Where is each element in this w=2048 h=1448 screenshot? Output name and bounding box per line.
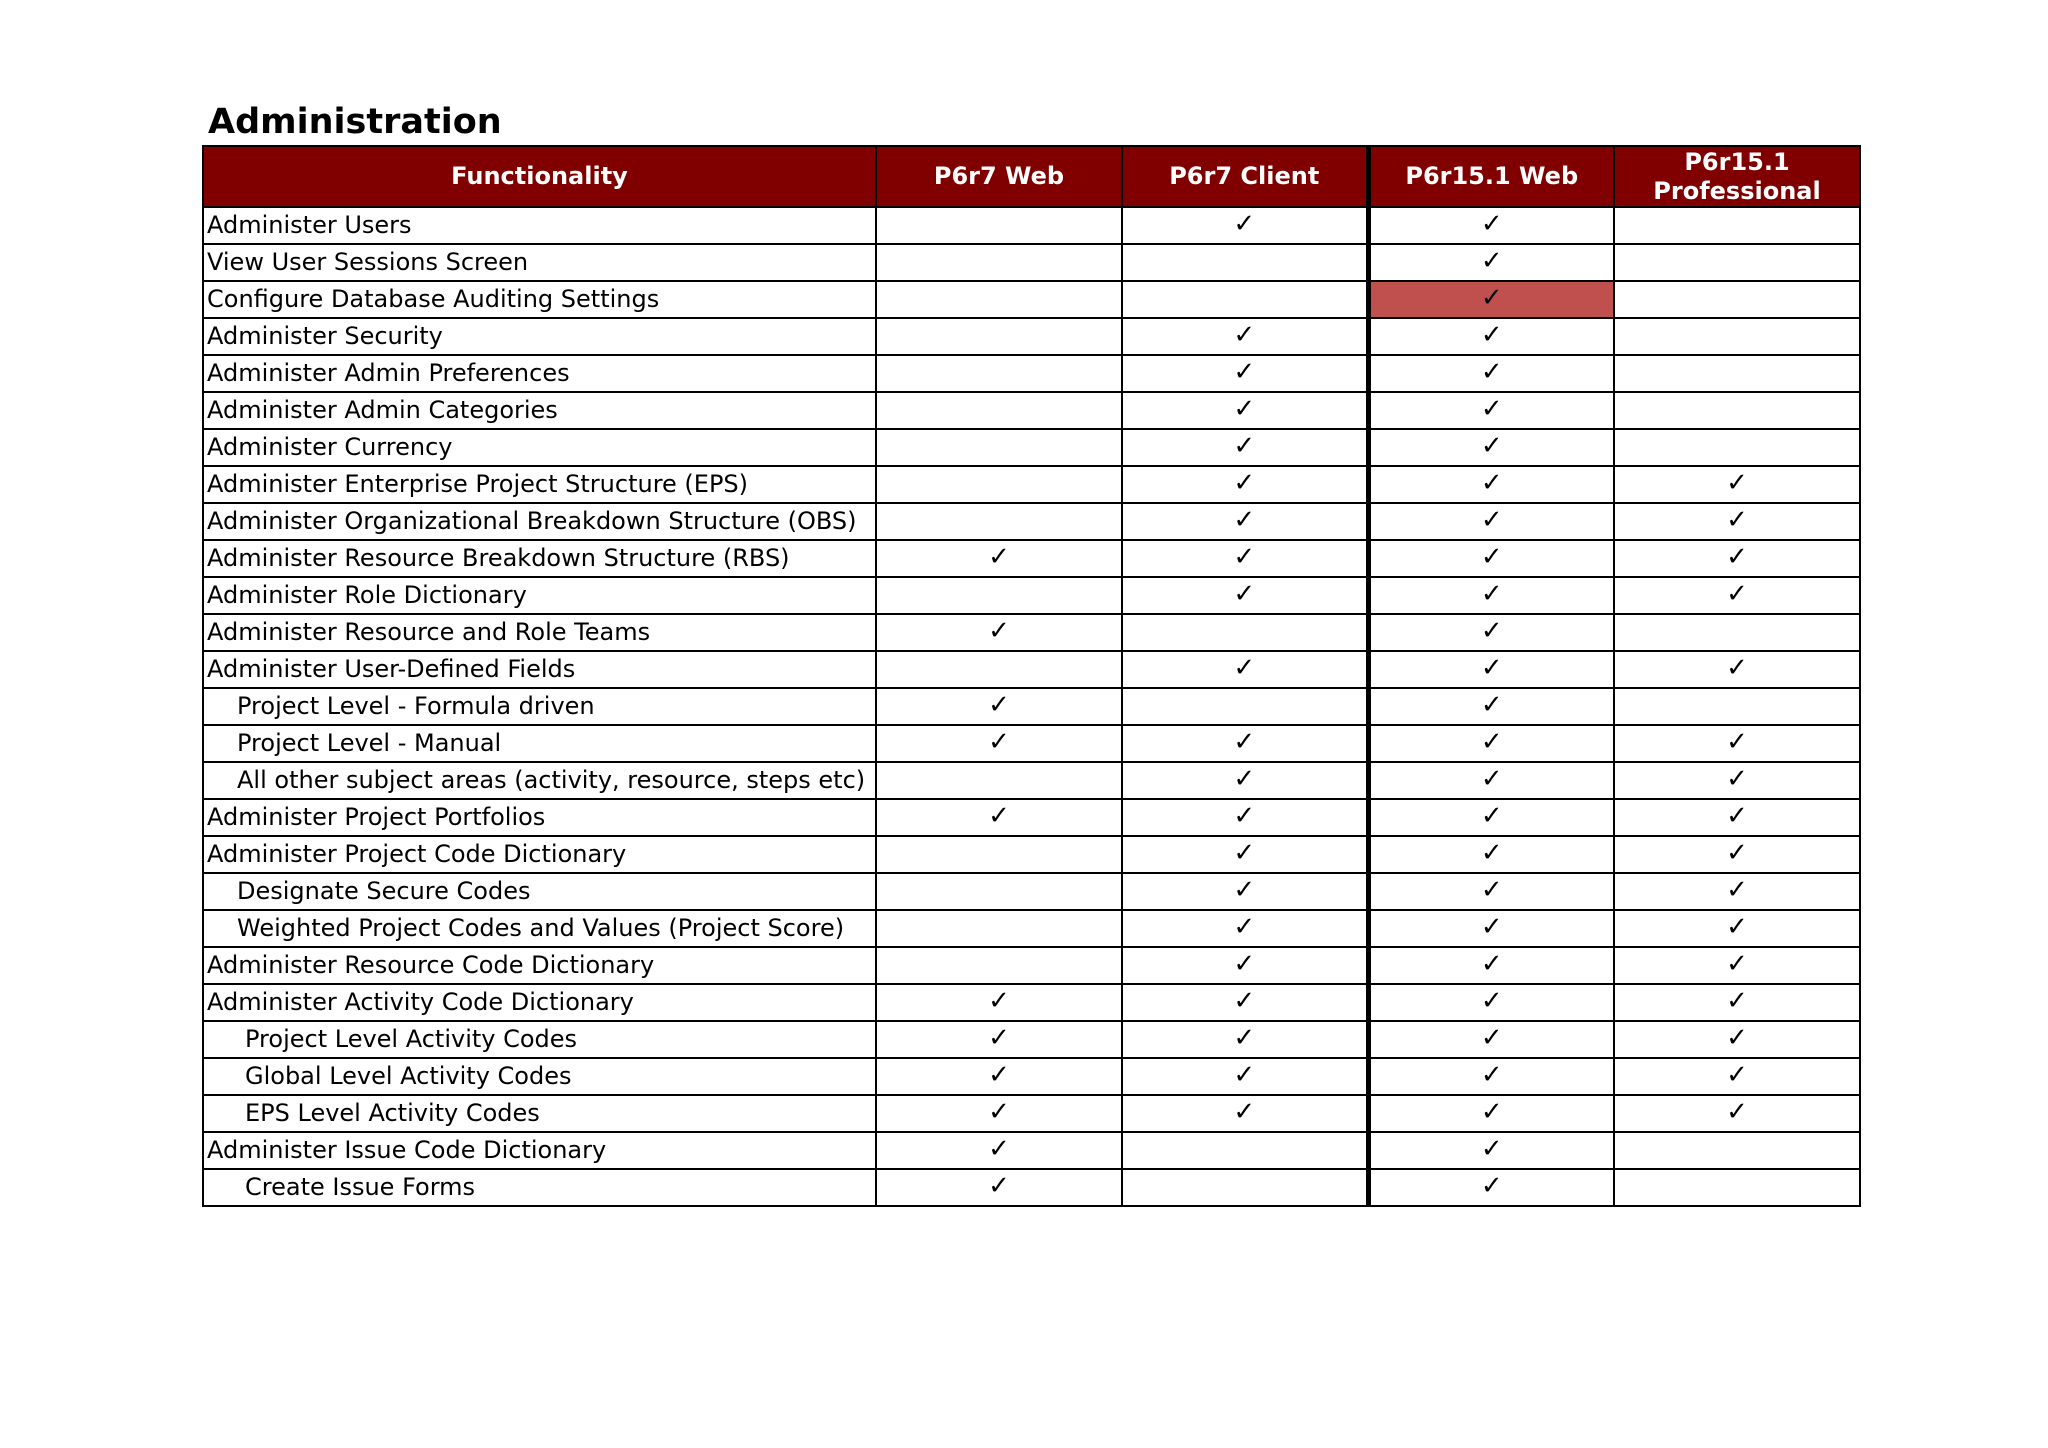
column-header-p6r151-professional	[1614, 146, 1860, 207]
check-icon: ✓	[1480, 282, 1503, 313]
cell-p6r7-web	[876, 984, 1122, 1021]
cell-p6r7-client	[1122, 429, 1368, 466]
check-icon: ✓	[988, 615, 1010, 646]
check-icon: ✓	[1480, 837, 1503, 868]
cell-p6r151-web	[1368, 984, 1614, 1021]
cell-p6r7-web	[876, 392, 1122, 429]
table-row	[203, 984, 1860, 1021]
check-icon: ✓	[1480, 874, 1503, 905]
table-row	[203, 947, 1860, 984]
cell-p6r151-web	[1368, 392, 1614, 429]
check-icon: ✓	[1233, 1059, 1256, 1090]
cell-p6r151-professional	[1614, 577, 1860, 614]
cell-p6r151-professional	[1614, 207, 1860, 244]
cell-p6r151-web	[1368, 762, 1614, 799]
check-icon: ✓	[1726, 763, 1748, 794]
check-icon: ✓	[1726, 911, 1748, 942]
functionality-cell: Administer Activity Code Dictionary	[203, 984, 876, 1021]
table-row	[203, 1169, 1860, 1206]
cell-p6r7-web	[876, 355, 1122, 392]
cell-p6r151-web	[1368, 1095, 1614, 1132]
table-row	[203, 577, 1860, 614]
cell-p6r151-web	[1368, 244, 1614, 281]
cell-p6r151-professional	[1614, 392, 1860, 429]
cell-p6r7-web	[876, 836, 1122, 873]
functionality-cell: Administer Security	[203, 318, 876, 355]
column-header-p6r151-web: P6r15.1 Web	[1368, 146, 1614, 207]
cell-p6r7-client	[1122, 1169, 1368, 1206]
cell-p6r151-web	[1368, 1058, 1614, 1095]
table-row	[203, 910, 1860, 947]
check-icon: ✓	[988, 1022, 1010, 1053]
check-icon: ✓	[1233, 874, 1256, 905]
check-icon: ✓	[1233, 985, 1256, 1016]
table-row	[203, 725, 1860, 762]
check-icon: ✓	[1233, 467, 1256, 498]
cell-p6r151-professional	[1614, 873, 1860, 910]
cell-p6r151-web	[1368, 910, 1614, 947]
check-icon: ✓	[988, 1170, 1010, 1201]
functionality-cell: Administer Organizational Breakdown Structure (OBS)	[203, 503, 876, 540]
cell-p6r7-web	[876, 540, 1122, 577]
check-icon: ✓	[988, 726, 1010, 757]
cell-p6r7-web	[876, 1132, 1122, 1169]
cell-p6r7-client	[1122, 540, 1368, 577]
functionality-cell: Administer Enterprise Project Structure (EPS)	[203, 466, 876, 503]
cell-p6r151-web	[1368, 1169, 1614, 1206]
header-row	[203, 146, 1860, 207]
cell-p6r151-professional	[1614, 1095, 1860, 1132]
cell-p6r151-web	[1368, 688, 1614, 725]
check-icon: ✓	[988, 1096, 1010, 1127]
check-icon: ✓	[988, 985, 1010, 1016]
cell-p6r151-professional	[1614, 1021, 1860, 1058]
cell-p6r7-web	[876, 244, 1122, 281]
functionality-cell: Administer User-Defined Fields	[203, 651, 876, 688]
cell-p6r7-web	[876, 577, 1122, 614]
check-icon: ✓	[1480, 726, 1503, 757]
cell-p6r7-client	[1122, 725, 1368, 762]
cell-p6r7-client	[1122, 836, 1368, 873]
functionality-cell: Project Level - Manual	[203, 725, 876, 762]
functionality-cell: Administer Resource Breakdown Structure (RBS)	[203, 540, 876, 577]
check-icon: ✓	[1480, 1133, 1503, 1164]
check-icon: ✓	[1726, 1096, 1748, 1127]
table-row	[203, 1095, 1860, 1132]
cell-p6r7-client	[1122, 873, 1368, 910]
cell-p6r151-professional	[1614, 1132, 1860, 1169]
functionality-cell: Project Level - Formula driven	[203, 688, 876, 725]
cell-p6r151-web	[1368, 577, 1614, 614]
table-row	[203, 799, 1860, 836]
check-icon: ✓	[1480, 800, 1503, 831]
check-icon: ✓	[1233, 504, 1256, 535]
functionality-cell: Project Level Activity Codes	[203, 1021, 876, 1058]
cell-p6r7-client	[1122, 207, 1368, 244]
table-row	[203, 1021, 1860, 1058]
check-icon: ✓	[1726, 948, 1748, 979]
table-row	[203, 429, 1860, 466]
check-icon: ✓	[988, 1133, 1010, 1164]
check-icon: ✓	[1233, 208, 1256, 239]
cell-p6r151-professional	[1614, 725, 1860, 762]
functionality-cell: Administer Project Code Dictionary	[203, 836, 876, 873]
check-icon: ✓	[1233, 1022, 1256, 1053]
functionality-cell: EPS Level Activity Codes	[203, 1095, 876, 1132]
check-icon: ✓	[1233, 1096, 1256, 1127]
functionality-cell: Administer Issue Code Dictionary	[203, 1132, 876, 1169]
cell-p6r7-client	[1122, 1021, 1368, 1058]
check-icon: ✓	[1480, 763, 1503, 794]
check-icon: ✓	[1480, 208, 1503, 239]
table-row	[203, 1132, 1860, 1169]
cell-p6r7-web	[876, 1095, 1122, 1132]
cell-p6r7-client	[1122, 688, 1368, 725]
check-icon: ✓	[1480, 911, 1503, 942]
functionality-cell: Administer Resource Code Dictionary	[203, 947, 876, 984]
check-icon: ✓	[1726, 504, 1748, 535]
check-icon: ✓	[1726, 726, 1748, 757]
cell-p6r151-professional	[1614, 947, 1860, 984]
cell-p6r151-professional	[1614, 1169, 1860, 1206]
check-icon: ✓	[1726, 985, 1748, 1016]
check-icon: ✓	[1480, 1022, 1503, 1053]
check-icon: ✓	[1480, 356, 1503, 387]
cell-p6r7-client	[1122, 984, 1368, 1021]
functionality-cell: Configure Database Auditing Settings	[203, 281, 876, 318]
cell-p6r7-client	[1122, 947, 1368, 984]
check-icon: ✓	[1233, 578, 1256, 609]
cell-p6r7-web	[876, 688, 1122, 725]
table-row	[203, 207, 1860, 244]
cell-p6r151-web	[1368, 503, 1614, 540]
check-icon: ✓	[1480, 245, 1503, 276]
cell-p6r151-web	[1368, 947, 1614, 984]
check-icon: ✓	[1480, 1096, 1503, 1127]
cell-p6r151-professional	[1614, 836, 1860, 873]
cell-p6r151-professional	[1614, 984, 1860, 1021]
cell-p6r7-web	[876, 429, 1122, 466]
cell-p6r151-professional	[1614, 651, 1860, 688]
cell-p6r7-client	[1122, 910, 1368, 947]
check-icon: ✓	[988, 541, 1010, 572]
cell-p6r151-professional	[1614, 799, 1860, 836]
cell-p6r151-web	[1368, 799, 1614, 836]
check-icon: ✓	[1480, 541, 1503, 572]
check-icon: ✓	[1233, 911, 1256, 942]
table-row	[203, 466, 1860, 503]
check-icon: ✓	[1726, 467, 1748, 498]
page-title: Administration	[208, 102, 502, 142]
cell-p6r151-professional	[1614, 1058, 1860, 1095]
check-icon: ✓	[1233, 430, 1256, 461]
cell-p6r7-web	[876, 873, 1122, 910]
cell-p6r151-professional	[1614, 318, 1860, 355]
cell-p6r7-client	[1122, 799, 1368, 836]
functionality-cell: Designate Secure Codes	[203, 873, 876, 910]
check-icon: ✓	[1480, 948, 1503, 979]
cell-p6r7-web	[876, 281, 1122, 318]
table-row	[203, 355, 1860, 392]
cell-p6r7-web	[876, 318, 1122, 355]
cell-p6r151-web	[1368, 614, 1614, 651]
check-icon: ✓	[1480, 689, 1503, 720]
cell-p6r7-client	[1122, 1058, 1368, 1095]
cell-p6r7-web	[876, 1058, 1122, 1095]
cell-p6r151-web	[1368, 836, 1614, 873]
check-icon: ✓	[1233, 726, 1256, 757]
check-icon: ✓	[1726, 1059, 1748, 1090]
check-icon: ✓	[1480, 393, 1503, 424]
cell-p6r151-web	[1368, 207, 1614, 244]
functionality-cell: Create Issue Forms	[203, 1169, 876, 1206]
cell-p6r151-web	[1368, 281, 1614, 318]
cell-p6r151-web	[1368, 318, 1614, 355]
check-icon: ✓	[1233, 541, 1256, 572]
check-icon: ✓	[1480, 578, 1503, 609]
table-row	[203, 503, 1860, 540]
check-icon: ✓	[1480, 615, 1503, 646]
cell-p6r7-client	[1122, 651, 1368, 688]
cell-p6r151-professional	[1614, 910, 1860, 947]
cell-p6r7-web	[876, 207, 1122, 244]
cell-p6r7-client	[1122, 466, 1368, 503]
functionality-cell: Administer Admin Preferences	[203, 355, 876, 392]
table-row	[203, 651, 1860, 688]
cell-p6r7-web	[876, 762, 1122, 799]
check-icon: ✓	[1726, 800, 1748, 831]
cell-p6r151-web	[1368, 540, 1614, 577]
table-row	[203, 873, 1860, 910]
column-header-p6r7-client: P6r7 Client	[1122, 146, 1368, 207]
cell-p6r7-client	[1122, 577, 1368, 614]
check-icon: ✓	[988, 1059, 1010, 1090]
table-row	[203, 762, 1860, 799]
cell-p6r7-client	[1122, 614, 1368, 651]
cell-p6r7-client	[1122, 281, 1368, 318]
table-body	[203, 207, 1860, 1206]
cell-p6r151-web	[1368, 355, 1614, 392]
cell-p6r151-web	[1368, 1021, 1614, 1058]
cell-p6r7-client	[1122, 392, 1368, 429]
cell-p6r7-web	[876, 614, 1122, 651]
cell-p6r7-web	[876, 651, 1122, 688]
functionality-cell: Administer Admin Categories	[203, 392, 876, 429]
functionality-cell: Administer Role Dictionary	[203, 577, 876, 614]
functionality-cell: View User Sessions Screen	[203, 244, 876, 281]
cell-p6r151-web	[1368, 466, 1614, 503]
table-row	[203, 836, 1860, 873]
check-icon: ✓	[1233, 319, 1256, 350]
table-row	[203, 244, 1860, 281]
cell-p6r151-professional	[1614, 429, 1860, 466]
table-row	[203, 540, 1860, 577]
cell-p6r151-professional	[1614, 762, 1860, 799]
cell-p6r151-web	[1368, 725, 1614, 762]
table-row	[203, 688, 1860, 725]
column-header-p6r7-web: P6r7 Web	[876, 146, 1122, 207]
check-icon: ✓	[1233, 837, 1256, 868]
check-icon: ✓	[1480, 319, 1503, 350]
table-row	[203, 392, 1860, 429]
cell-p6r151-web	[1368, 429, 1614, 466]
cell-p6r7-web	[876, 725, 1122, 762]
cell-p6r151-web	[1368, 873, 1614, 910]
cell-p6r7-web	[876, 466, 1122, 503]
check-icon: ✓	[1726, 541, 1748, 572]
cell-p6r151-professional	[1614, 355, 1860, 392]
column-header-p6r151-professional-line1: P6r15.1	[1684, 147, 1790, 176]
cell-p6r7-web	[876, 910, 1122, 947]
cell-p6r7-client	[1122, 318, 1368, 355]
check-icon: ✓	[1480, 985, 1503, 1016]
table-header	[203, 146, 1860, 207]
functionality-cell: Administer Project Portfolios	[203, 799, 876, 836]
check-icon: ✓	[1233, 800, 1256, 831]
cell-p6r151-professional	[1614, 540, 1860, 577]
cell-p6r151-professional	[1614, 244, 1860, 281]
functionality-cell: All other subject areas (activity, resource, steps etc)	[203, 762, 876, 799]
cell-p6r151-professional	[1614, 614, 1860, 651]
cell-p6r7-client	[1122, 1095, 1368, 1132]
cell-p6r151-professional	[1614, 503, 1860, 540]
check-icon: ✓	[1480, 1059, 1503, 1090]
cell-p6r7-web	[876, 1169, 1122, 1206]
functionality-cell: Global Level Activity Codes	[203, 1058, 876, 1095]
check-icon: ✓	[1480, 652, 1503, 683]
cell-p6r151-web	[1368, 651, 1614, 688]
column-header-p6r151-professional-line2: Professional	[1653, 176, 1821, 205]
cell-p6r7-client	[1122, 355, 1368, 392]
check-icon: ✓	[1233, 948, 1256, 979]
cell-p6r7-web	[876, 799, 1122, 836]
cell-p6r7-web	[876, 503, 1122, 540]
check-icon: ✓	[1480, 467, 1503, 498]
check-icon: ✓	[1480, 1170, 1503, 1201]
functionality-cell: Administer Resource and Role Teams	[203, 614, 876, 651]
cell-p6r7-web	[876, 947, 1122, 984]
check-icon: ✓	[1726, 1022, 1748, 1053]
check-icon: ✓	[1726, 578, 1748, 609]
functionality-cell: Administer Currency	[203, 429, 876, 466]
cell-p6r151-professional	[1614, 281, 1860, 318]
check-icon: ✓	[1233, 356, 1256, 387]
check-icon: ✓	[1233, 652, 1256, 683]
check-icon: ✓	[1480, 430, 1503, 461]
check-icon: ✓	[1726, 874, 1748, 905]
table-row	[203, 318, 1860, 355]
functionality-cell: Administer Users	[203, 207, 876, 244]
check-icon: ✓	[1480, 504, 1503, 535]
functionality-cell: Weighted Project Codes and Values (Project Score)	[203, 910, 876, 947]
cell-p6r7-client	[1122, 503, 1368, 540]
table-row	[203, 281, 1860, 318]
cell-p6r151-professional	[1614, 688, 1860, 725]
table-row	[203, 1058, 1860, 1095]
check-icon: ✓	[988, 689, 1010, 720]
check-icon: ✓	[1726, 652, 1748, 683]
check-icon: ✓	[1233, 763, 1256, 794]
cell-p6r7-client	[1122, 244, 1368, 281]
check-icon: ✓	[1726, 837, 1748, 868]
check-icon: ✓	[988, 800, 1010, 831]
feature-matrix-table	[202, 145, 1861, 1207]
cell-p6r151-professional	[1614, 466, 1860, 503]
column-header-functionality: Functionality	[203, 146, 876, 207]
table-row	[203, 614, 1860, 651]
check-icon: ✓	[1233, 393, 1256, 424]
cell-p6r7-client	[1122, 762, 1368, 799]
cell-p6r7-web	[876, 1021, 1122, 1058]
cell-p6r151-web	[1368, 1132, 1614, 1169]
cell-p6r7-client	[1122, 1132, 1368, 1169]
